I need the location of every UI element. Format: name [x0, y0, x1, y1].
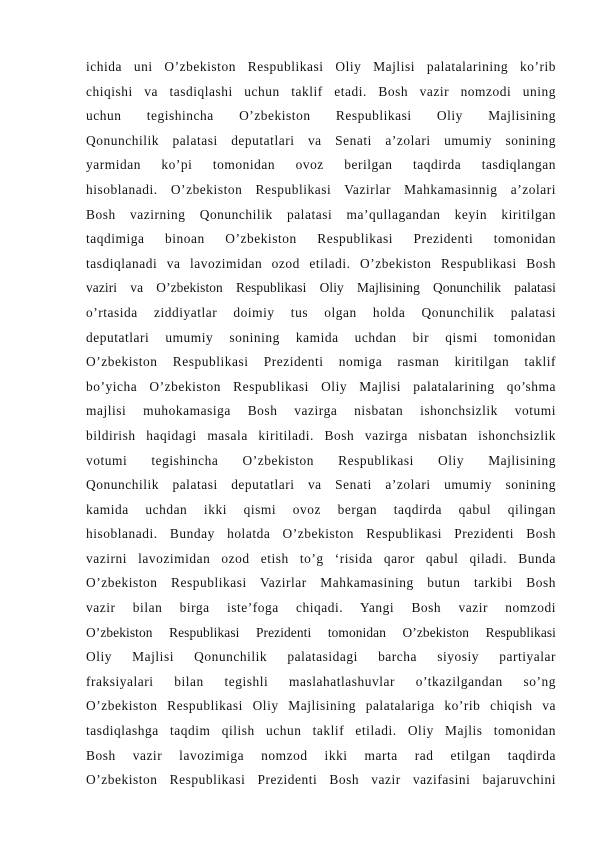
text-line-16: bildirish haqidagi masala kiritiladi. Bosh vazirga nisbatan ishonchsizlik [86, 427, 556, 443]
text-line-22: O’zbekiston Respublikasi Vazirlar Mahkamasining butun tarkibi Bosh [86, 575, 556, 591]
text-line-11: o’rtasida ziddiyatlar doimiy tus olgan holda Qonunchilik palatasi [86, 304, 556, 320]
text-line-15: majlisi muhokamasiga Bosh vazirga nisbatan ishonchsizlik votumi [86, 403, 556, 419]
text-line-4: Qonunchilik palatasi deputatlari va Senati a’zolari umumiy sonining [86, 132, 556, 148]
text-line-7: Bosh vazirning Qonunchilik palatasi ma’qullagandan keyin kiritilgan [86, 206, 556, 222]
text-line-29: Bosh vazir lavozimiga nomzod ikki marta rad etilgan taqdirda [86, 747, 556, 763]
text-line-12: deputatlari umumiy sonining kamida uchdan bir qismi tomonidan [86, 329, 556, 345]
text-line-17: votumi tegishincha O’zbekiston Respublikasi Oliy Majlisining [86, 452, 556, 468]
text-line-1: ichida uni O’zbekiston Respublikasi Oliy Majlisi palatalarining ko’rib [86, 59, 556, 74]
text-line-2: chiqishi va tasdiqlashi uchun taklif etadi. Bosh vazir nomzodi uning [86, 83, 556, 99]
body-paragraph [86, 55, 556, 793]
text-line-24: O’zbekiston Respublikasi Prezidenti tomonidan O’zbekiston Respublikasi [86, 624, 556, 640]
text-line-21: vazirni lavozimidan ozod etish to’g ‘risida qaror qabul qiladi. Bunda [86, 550, 556, 566]
text-line-27: O’zbekiston Respublikasi Oliy Majlisining palatalariga ko’rib chiqish va [86, 698, 556, 714]
text-line-18: Qonunchilik palatasi deputatlari va Senati a’zolari umumiy sonining [86, 477, 556, 493]
text-line-30: O’zbekiston Respublikasi Prezidenti Bosh vazir vazifasini bajaruvchini [86, 772, 556, 788]
text-line-5: yarmidan ko’pi tomonidan ovoz berilgan taqdirda tasdiqlangan [86, 157, 556, 173]
text-line-14: bo’yicha O’zbekiston Respublikasi Oliy Majlisi palatalarining qo’shma [86, 378, 556, 394]
text-line-23: vazir bilan birga iste’foga chiqadi. Yangi Bosh vazir nomzodi [86, 600, 556, 616]
text-line-3: uchun tegishincha O’zbekiston Respublikasi Oliy Majlisining [86, 108, 556, 124]
text-line-13: O’zbekiston Respublikasi Prezidenti nomiga rasman kiritilgan taklif [86, 354, 556, 370]
text-line-20: hisoblanadi. Bunday holatda O’zbekiston Respublikasi Prezidenti Bosh [86, 526, 556, 542]
text-line-19: kamida uchdan ikki qismi ovoz bergan taqdirda qabul qilingan [86, 501, 556, 517]
text-line-28: tasdiqlashga taqdim qilish uchun taklif etiladi. Oliy Majlis tomonidan [86, 723, 556, 739]
text-line-10: vaziri va O’zbekiston Respublikasi Oliy Majlisining Qonunchilik palatasi [86, 280, 556, 296]
text-line-8: taqdimiga binoan O’zbekiston Respublikasi Prezidenti tomonidan [86, 231, 556, 247]
text-line-6: hisoblanadi. O’zbekiston Respublikasi Vazirlar Mahkamasinnig a’zolari [86, 181, 556, 197]
text-line-9: tasdiqlanadi va lavozimidan ozod etiladi. O’zbekiston Respublikasi Bosh [86, 255, 556, 271]
text-line-25: Oliy Majlisi Qonunchilik palatasidagi barcha siyosiy partiyalar [86, 649, 556, 665]
text-line-26: fraksiyalari bilan tegishli maslahatlashuvlar o’tkazilgandan so’ng [86, 673, 556, 689]
